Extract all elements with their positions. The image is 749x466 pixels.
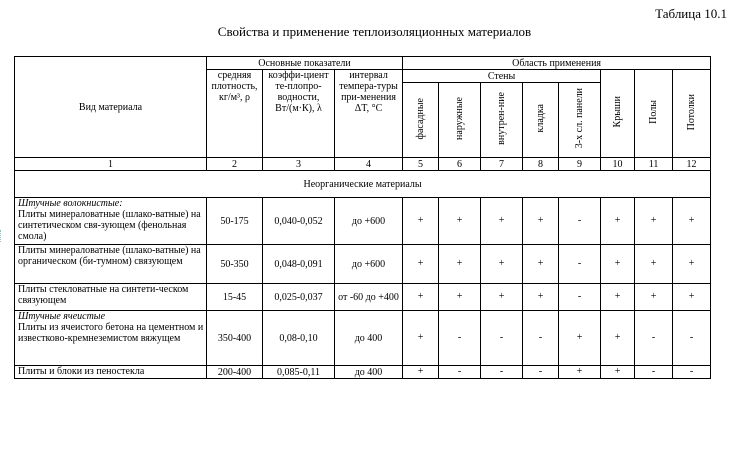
- density-cell: 15-45: [207, 284, 263, 311]
- application-mark: +: [403, 284, 439, 311]
- column-number: 10: [601, 158, 635, 171]
- header-internal-text: внутрен-ние: [495, 92, 507, 145]
- material-cell: [15, 284, 207, 311]
- application-mark: -: [635, 311, 673, 366]
- application-mark: +: [439, 245, 481, 284]
- group-label: Штучные ячеистые: [18, 311, 106, 322]
- header-external-text: наружные: [453, 97, 465, 140]
- application-mark: -: [559, 245, 601, 284]
- application-mark: +: [559, 366, 601, 379]
- header-facade-text: фасадные: [414, 97, 426, 140]
- application-mark: +: [403, 311, 439, 366]
- material-name: Плиты минераловатные (шлако-ватные) на синтетическом свя-зующем (фенольная смола): [18, 209, 201, 242]
- page-edge-mark: [0, 230, 3, 242]
- material-cell: [15, 311, 207, 366]
- temperature-cell: до 400: [335, 366, 403, 379]
- application-mark: -: [559, 284, 601, 311]
- header-ceilings-text: Потолки: [685, 93, 697, 131]
- section-row: [15, 171, 711, 198]
- table-row: [15, 245, 711, 284]
- header-density: [207, 70, 263, 158]
- application-mark: -: [523, 311, 559, 366]
- header-external: [439, 83, 481, 158]
- application-mark: +: [601, 284, 635, 311]
- column-number: 2: [207, 158, 263, 171]
- conductivity-cell: 0,048-0,091: [263, 245, 335, 284]
- header-floors: [635, 70, 673, 158]
- application-mark: +: [673, 284, 711, 311]
- density-cell: 350-400: [207, 311, 263, 366]
- temperature-cell: до 400: [335, 311, 403, 366]
- section-title: Неорганические материалы: [15, 171, 711, 198]
- application-mark: +: [439, 284, 481, 311]
- application-mark: +: [635, 245, 673, 284]
- column-number: 6: [439, 158, 481, 171]
- table-title: Свойства и применение теплоизоляционных материалов: [217, 24, 532, 39]
- table-row: [15, 198, 711, 245]
- column-number: 11: [635, 158, 673, 171]
- density-cell: 50-350: [207, 245, 263, 284]
- material-cell: [15, 366, 207, 379]
- column-number: 1: [15, 158, 207, 171]
- material-cell: [15, 198, 207, 245]
- table-number: Таблица 10.1: [655, 6, 727, 21]
- header-walls: Стены: [403, 70, 601, 83]
- application-mark: -: [439, 311, 481, 366]
- header-conductivity: коэффи-циент те-плопро-водности, Вт/(м·К), λ: [263, 70, 335, 158]
- header-ceilings: [673, 70, 711, 158]
- header-internal: [481, 83, 523, 158]
- application-mark: +: [601, 198, 635, 245]
- table-row: [15, 284, 711, 311]
- material-name: Плиты минераловатные (шлако-ватные) на органическом (би-тумном) связующем: [18, 245, 201, 267]
- conductivity-cell: 0,040-0,052: [263, 198, 335, 245]
- application-mark: -: [481, 366, 523, 379]
- header-masonry: [523, 83, 559, 158]
- application-mark: -: [481, 311, 523, 366]
- application-mark: -: [523, 366, 559, 379]
- application-mark: +: [559, 311, 601, 366]
- application-mark: -: [673, 366, 711, 379]
- header-row-1: [15, 57, 711, 70]
- conductivity-cell: 0,085-0,11: [263, 366, 335, 379]
- application-mark: +: [523, 284, 559, 311]
- header-floors-text: Полы: [647, 100, 659, 124]
- application-mark: +: [635, 198, 673, 245]
- material-name: Плиты стекловатные на синтети-ческом связующем: [18, 284, 189, 306]
- header-panels-text: 3-х сл. панели: [573, 88, 585, 149]
- header-application: Область применения: [403, 57, 711, 70]
- conductivity-cell: 0,08-0,10: [263, 311, 335, 366]
- header-masonry-text: кладка: [534, 104, 546, 133]
- application-mark: +: [481, 245, 523, 284]
- header-roofs: [601, 70, 635, 158]
- table-row: [15, 366, 711, 379]
- application-mark: +: [673, 198, 711, 245]
- table-row: [15, 311, 711, 366]
- application-mark: +: [439, 198, 481, 245]
- material-name: Плиты и блоки из пеностекла: [18, 366, 145, 377]
- header-density-text: средняя плотность, кг/м³, ρ: [211, 70, 258, 103]
- column-number: 8: [523, 158, 559, 171]
- density-cell: 200-400: [207, 366, 263, 379]
- application-mark: +: [403, 245, 439, 284]
- application-mark: +: [481, 198, 523, 245]
- header-facade: [403, 83, 439, 158]
- application-mark: +: [601, 311, 635, 366]
- materials-table: [14, 56, 711, 379]
- application-mark: +: [673, 245, 711, 284]
- column-number: 9: [559, 158, 601, 171]
- header-main-indicators: Основные показатели: [207, 57, 403, 70]
- application-mark: +: [601, 366, 635, 379]
- column-number-row: [15, 158, 711, 171]
- column-number: 7: [481, 158, 523, 171]
- application-mark: -: [635, 366, 673, 379]
- column-number: 3: [263, 158, 335, 171]
- temperature-cell: до +600: [335, 198, 403, 245]
- application-mark: +: [403, 366, 439, 379]
- column-number: 4: [335, 158, 403, 171]
- application-mark: +: [601, 245, 635, 284]
- material-cell: [15, 245, 207, 284]
- application-mark: -: [559, 198, 601, 245]
- temperature-cell: от -60 до +400: [335, 284, 403, 311]
- application-mark: +: [523, 198, 559, 245]
- application-mark: +: [635, 284, 673, 311]
- application-mark: +: [523, 245, 559, 284]
- column-number: 12: [673, 158, 711, 171]
- column-number: 5: [403, 158, 439, 171]
- header-panels: [559, 83, 601, 158]
- conductivity-cell: 0,025-0,037: [263, 284, 335, 311]
- temperature-cell: до +600: [335, 245, 403, 284]
- material-rows: [15, 198, 711, 379]
- density-cell: 50-175: [207, 198, 263, 245]
- header-roofs-text: Крыши: [611, 96, 623, 128]
- header-temperature: интервал темпера-туры при-менения ΔT, °С: [335, 70, 403, 158]
- application-mark: +: [481, 284, 523, 311]
- group-label: Штучные волокнистые:: [18, 198, 123, 209]
- application-mark: -: [439, 366, 481, 379]
- application-mark: +: [403, 198, 439, 245]
- material-name: Плиты из ячеистого бетона на цементном и известково-кремнеземистом вяжущем: [18, 322, 204, 344]
- header-material: Вид материала: [15, 57, 207, 158]
- application-mark: -: [673, 311, 711, 366]
